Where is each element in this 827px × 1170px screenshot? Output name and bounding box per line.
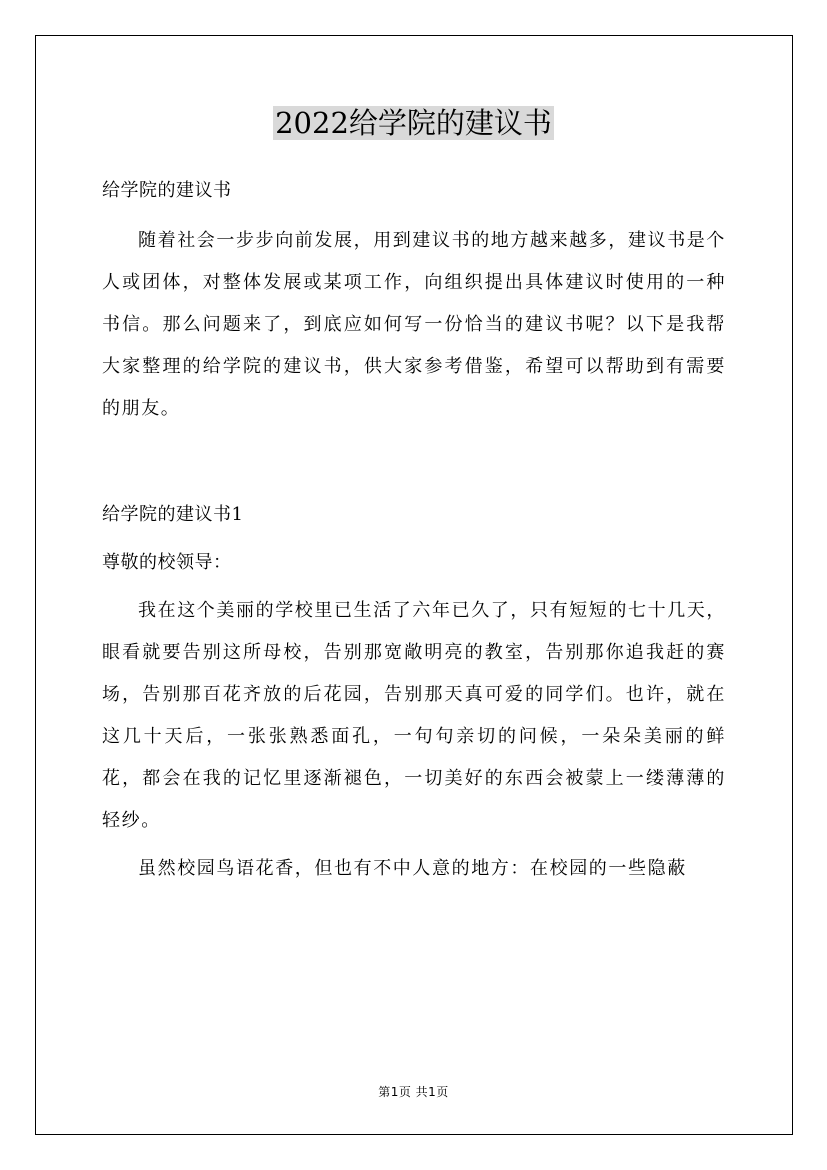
intro-heading: 给学院的建议书: [102, 180, 232, 201]
section1-paragraph-2: 虽然校园鸟语花香，但也有不中人意的地方：在校园的一些隐蔽: [138, 858, 687, 879]
page-footer: [0, 1083, 827, 1100]
section1-paragraph-1: 我在这个美丽的学校里已生活了六年已久了，只有短短的七十几天，眼看就要告别这所母校，告别那宽敞明亮的教室，告别那你追我赶的赛场，告别那百花齐放的后花园，告别那天真可爱的同学们。也许，就在这几十天后，一张张熟悉面孔，一句句亲切的问候，一朵朵美丽的鲜花，都会在我的记忆里逐渐褪色，一切美好的东西会被蒙上一缕薄薄的轻纱。: [102, 600, 726, 831]
document-title-text: 2022给学院的建议书: [275, 106, 552, 140]
document-title: [0, 104, 827, 142]
spacer: [102, 430, 726, 494]
intro-paragraph: 随着社会一步步向前发展，用到建议书的地方越来越多，建议书是个人或团体，对整体发展或某项工作，向组织提出具体建议时使用的一种书信。那么问题来了，到底应如何写一份恰当的建议书呢？以下是我帮大家整理的给学院的建议书，供大家参考借鉴，希望可以帮助到有需要的朋友。: [102, 230, 726, 419]
page-number: 第1页 共1页: [378, 1085, 449, 1099]
document-body: [102, 170, 726, 890]
section1-heading: 给学院的建议书1: [102, 504, 244, 525]
salutation: 尊敬的校领导：: [102, 552, 232, 573]
spacer: [102, 212, 726, 220]
